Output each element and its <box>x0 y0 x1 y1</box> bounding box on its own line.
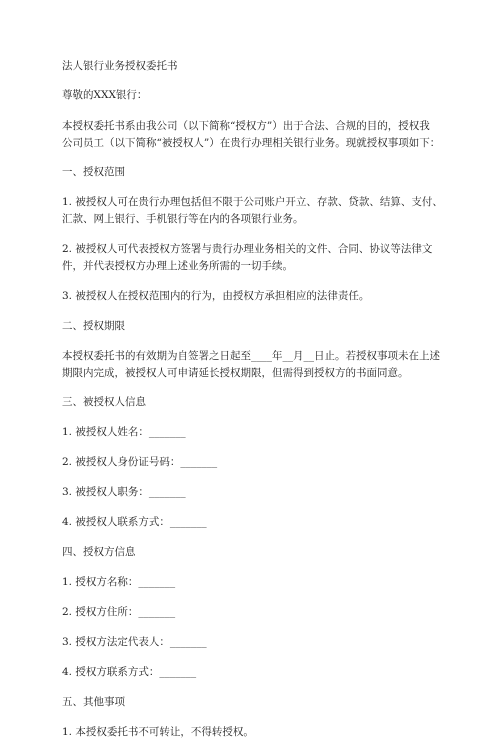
section-heading-authorized-person: 三、被授权人信息 <box>62 396 146 408</box>
scope-item-1 <box>62 194 492 228</box>
other-item-1: 1. 本授权委托书不可转让，不得转授权。 <box>62 726 254 738</box>
scope-item-3: 3. 被授权人在授权范围内的行为，由授权方承担相应的法律责任。 <box>62 290 370 302</box>
scope-item-line: 1. 被授权人可在贵行办理包括但不限于公司账户开立、存款、贷款、结算、支付、 <box>62 196 443 208</box>
person-name-field: 1. 被授权人姓名：_______ <box>62 426 186 438</box>
scope-item-2 <box>62 241 492 275</box>
document-page <box>62 58 492 754</box>
section-heading-other: 五、其他事项 <box>62 696 125 708</box>
greeting: 尊敬的XXX银行： <box>62 89 148 101</box>
person-contact-field: 4. 被授权人联系方式：_______ <box>62 516 207 528</box>
intro-paragraph <box>62 118 492 152</box>
document-title: 法人银行业务授权委托书 <box>62 60 178 72</box>
authorizer-address-field: 2. 授权方住所：_______ <box>62 606 176 618</box>
authorizer-contact-field: 4. 授权方联系方式：_______ <box>62 666 197 678</box>
section-heading-scope: 一、授权范围 <box>62 166 125 178</box>
authorizer-name-field: 1. 授权方名称：_______ <box>62 576 176 588</box>
term-paragraph <box>62 348 492 382</box>
person-id-field: 2. 被授权人身份证号码：_______ <box>62 456 218 468</box>
term-line: 期限内完成，被授权人可申请延长授权期限，但需得到授权方的书面同意。 <box>62 367 409 379</box>
authorizer-legal-rep-field: 3. 授权方法定代表人：_______ <box>62 636 207 648</box>
person-position-field: 3. 被授权人职务：_______ <box>62 486 186 498</box>
section-heading-term: 二、授权期限 <box>62 320 125 332</box>
term-line: 本授权委托书的有效期为自签署之日起至____年__月__日止。若授权事项未在上述 <box>62 350 440 362</box>
intro-line: 本授权委托书系由我公司（以下简称“授权方”）出于合法、合规的目的，授权我 <box>62 120 430 132</box>
scope-item-line: 汇款、网上银行、手机银行等在内的各项银行业务。 <box>62 213 304 225</box>
scope-item-line: 2. 被授权人可代表授权方签署与贵行办理业务相关的文件、合同、协议等法律文 <box>62 243 433 255</box>
scope-item-line: 件，并代表授权方办理上述业务所需的一切手续。 <box>62 260 293 272</box>
section-heading-authorizer: 四、授权方信息 <box>62 546 136 558</box>
intro-line: 公司员工（以下简称“被授权人”）在贵行办理相关银行业务。现就授权事项如下： <box>62 137 441 149</box>
